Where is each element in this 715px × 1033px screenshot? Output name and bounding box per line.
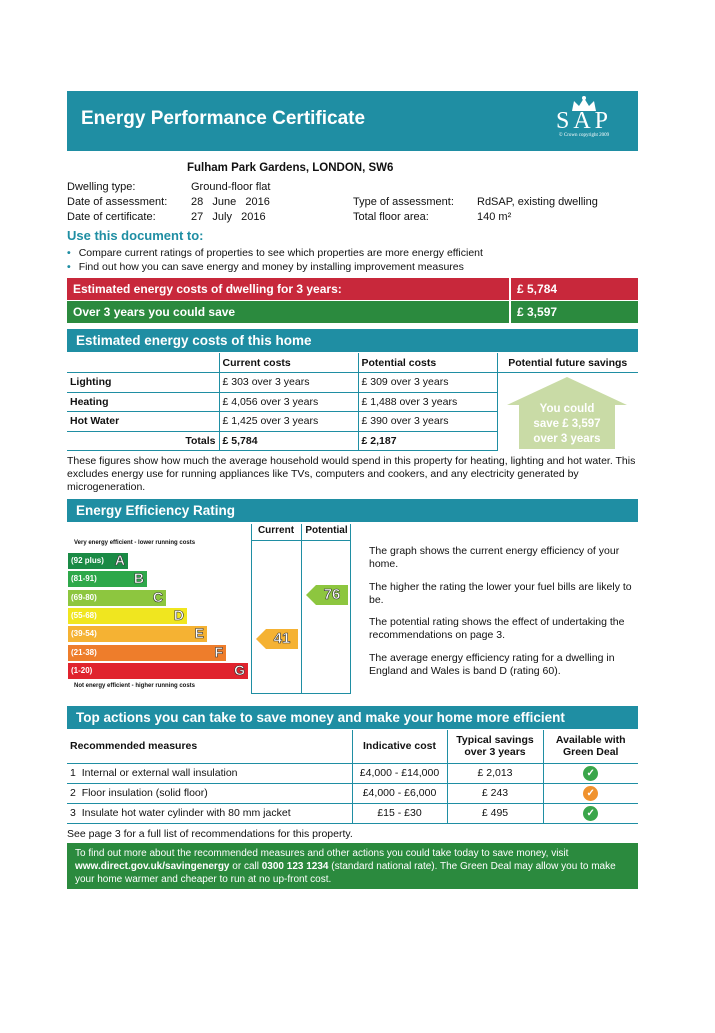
rating-explanation-1: The graph shows the current energy efficiency of your home. <box>369 545 620 570</box>
assessment-type-label: Type of assessment: <box>353 196 454 208</box>
certificate-title: Energy Performance Certificate <box>81 108 366 129</box>
estimated-cost-bar <box>67 278 638 300</box>
certificate-date-value: 27 July 2016 <box>191 211 266 223</box>
column-header-future-savings: Potential future savings <box>497 353 638 373</box>
sap-logo-text: SAP <box>555 108 613 134</box>
column-header-cost: Indicative cost <box>352 730 447 763</box>
table-row: Lighting £ 303 over 3 years £ 309 over 3 years <box>67 373 638 393</box>
floor-area-label: Total floor area: <box>353 211 429 223</box>
totals-row: Totals £ 5,784 £ 2,187 <box>67 431 638 451</box>
use-document-title: Use this document to: <box>67 228 204 243</box>
table-row: Heating £ 4,056 over 3 years £ 1,488 over 3 years <box>67 392 638 412</box>
column-header-savings: Typical savings over 3 years <box>447 730 543 763</box>
potential-saving-label: Over 3 years you could save <box>67 301 511 323</box>
rating-band-d: (55-68) D <box>68 608 187 624</box>
sap-copyright: © Crown copyright 2009 <box>558 133 610 138</box>
sap-logo <box>544 95 624 147</box>
table-row: Hot Water £ 1,425 over 3 years £ 390 over 3 years <box>67 412 638 432</box>
efficient-note: Very energy efficient - lower running costs <box>74 540 196 546</box>
column-header-green-deal: Available with Green Deal <box>543 730 638 763</box>
check-icon: ✓ <box>583 806 598 821</box>
estimated-cost-label: Estimated energy costs of dwelling for 3 years: <box>67 278 511 300</box>
bullet-icon: • <box>67 247 71 259</box>
current-column-header: Current <box>257 525 295 536</box>
column-header-current: Current costs <box>219 353 358 373</box>
costs-note: These figures show how much the average household would spend in this property for heating, lighting and hot water. This excludes energy use for running appliances like TVs, computers and cookers, and any electricity generated by microgeneration. <box>67 455 636 493</box>
certificate-date-label: Date of certificate: <box>67 211 156 223</box>
check-icon: ✓ <box>583 766 598 781</box>
see-page-note: See page 3 for a full list of recommendations for this property. <box>67 828 353 840</box>
use-document-list <box>67 246 483 274</box>
rating-explanation-4: The average energy efficiency rating for a dwelling in England and Wales is band D (rating 60). <box>369 652 615 677</box>
table-row: 3 Insulate hot water cylinder with 80 mm jacket £15 - £30 £ 495 ✓ <box>67 803 638 823</box>
savingenergy-link[interactable]: www.direct.gov.uk/savingenergy <box>75 861 230 872</box>
column-header-measures: Recommended measures <box>67 730 352 763</box>
costs-section-title: Estimated energy costs of this home <box>67 329 638 352</box>
table-row: 2 Floor insulation (solid floor) £4,000 - £6,000 £ 243 ✓ <box>67 783 638 803</box>
dwelling-type-label: Dwelling type: <box>67 181 136 193</box>
rating-explanation-2: The higher the rating the lower your fuel bills are likely to be. <box>369 581 632 606</box>
potential-saving-value: £ 3,597 <box>517 305 558 319</box>
rating-band-b: (81-91) B <box>68 571 147 587</box>
assessment-date-label: Date of assessment: <box>67 196 168 208</box>
table-row: 1 Internal or external wall insulation £4,000 - £14,000 £ 2,013 ✓ <box>67 763 638 783</box>
list-item: • Find out how you can save energy and money by installing improvement measures <box>67 261 464 273</box>
eer-section-title: Energy Efficiency Rating <box>67 499 638 522</box>
potential-saving-bar <box>67 301 638 323</box>
check-icon: ✓ <box>583 786 598 801</box>
rating-band-f: (21-38) F <box>68 645 226 661</box>
rating-explanation-3: The potential rating shows the effect of undertaking the recommendations on page 3. <box>369 616 625 641</box>
bullet-icon: • <box>67 261 71 273</box>
dwelling-type-value: Ground-floor flat <box>191 181 271 193</box>
property-address: Fulham Park Gardens, LONDON, SW6 <box>187 162 394 174</box>
house-savings-text: You could save £ 3,597 over 3 years <box>533 403 601 445</box>
phone-number: 0300 123 1234 <box>261 861 329 872</box>
rating-band-e: (39-54) E <box>68 626 207 642</box>
current-rating-value: 41 <box>273 630 291 647</box>
potential-rating-value: 76 <box>323 586 341 603</box>
floor-area-value: 140 m² <box>477 211 512 223</box>
rating-band-g: (1-20) G <box>68 663 248 679</box>
potential-column-header: Potential <box>305 525 348 536</box>
estimated-cost-value: £ 5,784 <box>517 282 558 296</box>
certificate-header <box>67 91 638 151</box>
rating-band-c: (69-80) C <box>68 590 166 606</box>
assessment-date-value: 28 June 2016 <box>191 196 270 208</box>
column-header-potential: Potential costs <box>358 353 497 373</box>
inefficient-note: Not energy efficient - higher running costs <box>74 683 196 689</box>
footer-info: To find out more about the recommended measures and other actions you could take today to save money, visit www.direct.gov.uk/savingenergy or call 0300 123 1234 (standard national rate). The Green Deal may allow you to make your home warmer and cheaper to run at no up-front cost. <box>67 843 638 889</box>
rating-band-a: (92 plus) A <box>68 553 128 569</box>
actions-table <box>67 730 638 824</box>
actions-section-title: Top actions you can take to save money and make your home more efficient <box>67 706 638 729</box>
assessment-type-value: RdSAP, existing dwelling <box>477 196 598 208</box>
list-item: • Compare current ratings of properties to see which properties are more energy efficient <box>67 247 483 259</box>
